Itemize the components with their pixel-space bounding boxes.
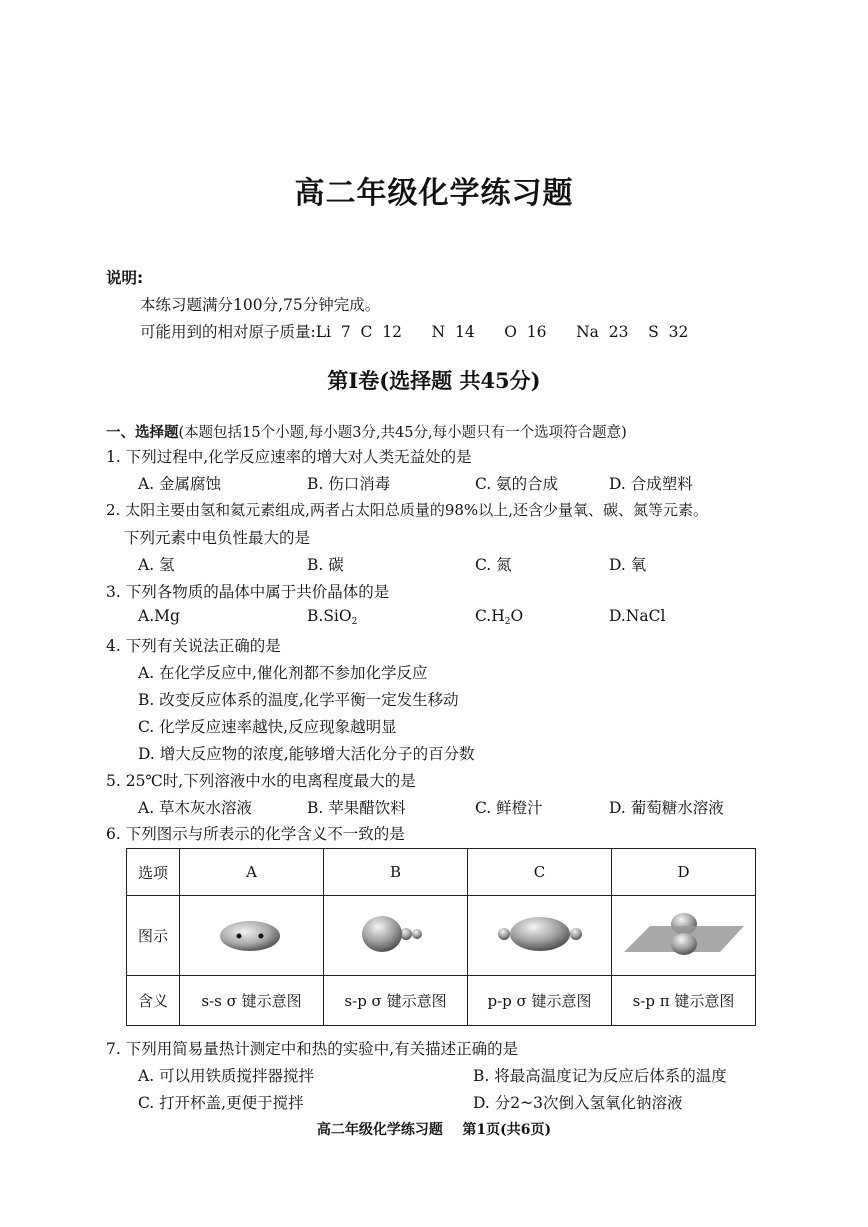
q2-option-c: C. 氮 xyxy=(475,556,512,574)
q6-meaning-d: s-p π 键示意图 xyxy=(612,976,756,1026)
q6-table xyxy=(126,848,756,1026)
q6-row-header-option: 选项 xyxy=(127,849,180,896)
q6-row-header-meaning: 含义 xyxy=(127,976,180,1026)
q7-option-a: A. 可以用铁质搅拌器搅拌 xyxy=(138,1067,315,1085)
q6-table-meaning-row xyxy=(127,976,756,1026)
q6-meaning-a: s-s σ 键示意图 xyxy=(180,976,324,1026)
s-s-sigma-bond-icon xyxy=(180,904,323,964)
q6-meaning-b: s-p σ 键示意图 xyxy=(324,976,468,1026)
page-footer: 高二年级化学练习题 第1页(共6页) xyxy=(316,1122,552,1138)
q6-figure-b xyxy=(324,896,468,976)
q6-figure-d xyxy=(612,896,756,976)
s-p-pi-bond-icon xyxy=(612,904,755,964)
q5-stem: 5. 25℃时,下列溶液中水的电离程度最大的是 xyxy=(106,772,416,790)
notes-heading: 说明: xyxy=(106,269,144,287)
q7-option-c: C. 打开杯盖,更便于搅拌 xyxy=(138,1094,304,1112)
q6-row-header-figure: 图示 xyxy=(127,896,180,976)
q2-option-d: D. 氧 xyxy=(609,556,647,574)
notes-line-1: 本练习题满分100分,75分钟完成。 xyxy=(140,296,381,314)
q6-meaning-c: p-p σ 键示意图 xyxy=(468,976,612,1026)
notes-line-2: 可能用到的相对原子质量:Li 7 C 12 N 14 O 16 Na 23 S 32 xyxy=(140,323,689,341)
q6-col-d: D xyxy=(612,849,756,896)
q1-stem: 1. 下列过程中,化学反应速率的增大对人类无益处的是 xyxy=(106,448,472,466)
q4-stem: 4. 下列有关说法正确的是 xyxy=(106,637,281,655)
q5-option-b: B. 苹果醋饮料 xyxy=(307,799,406,817)
q6-table-header-row xyxy=(127,849,756,896)
q6-figure-c xyxy=(468,896,612,976)
p-p-sigma-bond-icon xyxy=(468,904,611,964)
q4-option-c: C. 化学反应速率越快,反应现象越明显 xyxy=(138,718,397,736)
q6-col-c: C xyxy=(468,849,612,896)
q4-option-b: B. 改变反应体系的温度,化学平衡一定发生移动 xyxy=(138,691,459,709)
q2-option-b: B. 碳 xyxy=(307,556,344,574)
q2-stem: 2. 太阳主要由氢和氦元素组成,两者占太阳总质量的98%以上,还含少量氧、碳、氮等元素。 xyxy=(106,501,708,519)
s-p-sigma-bond-icon xyxy=(324,904,467,964)
q3-option-d: D.NaCl xyxy=(609,607,666,625)
q2-stem-line-2: 下列元素中电负性最大的是 xyxy=(124,529,311,547)
part-1-label: 一、选择题 xyxy=(106,425,179,441)
q3-option-b: B.SiO$_2$ xyxy=(307,607,358,627)
q1-option-b: B. 伤口消毒 xyxy=(307,475,391,493)
q7-stem: 7. 下列用简易量热计测定中和热的实验中,有关描述正确的是 xyxy=(106,1040,519,1058)
q6-col-a: A xyxy=(180,849,324,896)
q6-col-b: B xyxy=(324,849,468,896)
q5-option-d: D. 葡萄糖水溶液 xyxy=(609,799,724,817)
q6-table-figure-row xyxy=(127,896,756,976)
q4-option-d: D. 增大反应物的浓度,能够增大活化分子的百分数 xyxy=(138,745,475,763)
q7-option-d: D. 分2~3次倒入氢氧化钠溶液 xyxy=(473,1094,683,1112)
q6-figure-a xyxy=(180,896,324,976)
q2-option-a: A. 氢 xyxy=(138,556,175,574)
q3-stem: 3. 下列各物质的晶体中属于共价晶体的是 xyxy=(106,583,390,601)
q1-option-a: A. 金属腐蚀 xyxy=(138,475,222,493)
page-title: 高二年级化学练习题 xyxy=(294,176,574,211)
q7-option-b: B. 将最高温度记为反应后体系的温度 xyxy=(473,1067,727,1085)
q5-option-a: A. 草木灰水溶液 xyxy=(138,799,253,817)
section-title: 第Ⅰ卷(选择题 共45分) xyxy=(327,368,541,393)
part-1-heading xyxy=(106,421,627,442)
part-1-desc: (本题包括15个小题,每小题3分,共45分,每小题只有一个选项符合题意) xyxy=(178,425,627,441)
q3-option-c: $C.H_2O$ xyxy=(475,607,524,627)
q3-option-a: A.Mg xyxy=(138,607,180,625)
q1-option-d: D. 合成塑料 xyxy=(609,475,693,493)
q4-option-a: A. 在化学反应中,催化剂都不参加化学反应 xyxy=(138,664,428,682)
q1-option-c: C. 氨的合成 xyxy=(475,475,559,493)
q5-option-c: C. 鲜橙汁 xyxy=(475,799,543,817)
q6-stem: 6. 下列图示与所表示的化学含义不一致的是 xyxy=(106,825,405,843)
